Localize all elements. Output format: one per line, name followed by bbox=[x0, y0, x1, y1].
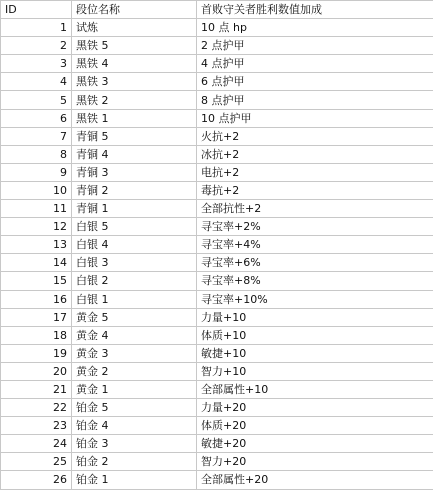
cell-id[interactable]: 8 bbox=[1, 145, 72, 163]
cell-id[interactable]: 21 bbox=[1, 380, 72, 398]
table-row bbox=[1, 290, 433, 308]
cell-id[interactable]: 13 bbox=[1, 236, 72, 254]
cell-bonus[interactable]: 全部抗性+2 bbox=[197, 200, 433, 218]
cell-bonus[interactable]: 毒抗+2 bbox=[197, 181, 433, 199]
cell-id[interactable]: 7 bbox=[1, 127, 72, 145]
cell-rank-name[interactable]: 白银 2 bbox=[72, 272, 197, 290]
cell-bonus[interactable]: 体质+20 bbox=[197, 417, 433, 435]
cell-rank-name[interactable]: 黄金 2 bbox=[72, 362, 197, 380]
cell-bonus[interactable]: 2 点护甲 bbox=[197, 37, 433, 55]
cell-rank-name[interactable]: 黄金 5 bbox=[72, 308, 197, 326]
cell-id[interactable]: 23 bbox=[1, 417, 72, 435]
cell-id[interactable]: 3 bbox=[1, 55, 72, 73]
cell-rank-name[interactable]: 铂金 3 bbox=[72, 435, 197, 453]
cell-rank-name[interactable]: 铂金 5 bbox=[72, 399, 197, 417]
table-row bbox=[1, 362, 433, 380]
cell-id[interactable]: 9 bbox=[1, 163, 72, 181]
cell-bonus[interactable]: 智力+20 bbox=[197, 453, 433, 471]
table-row bbox=[1, 109, 433, 127]
cell-id[interactable]: 17 bbox=[1, 308, 72, 326]
cell-bonus[interactable]: 体质+10 bbox=[197, 326, 433, 344]
table-row bbox=[1, 127, 433, 145]
cell-rank-name[interactable]: 铂金 2 bbox=[72, 453, 197, 471]
cell-rank-name[interactable]: 白银 4 bbox=[72, 236, 197, 254]
cell-rank-name[interactable]: 黄金 3 bbox=[72, 344, 197, 362]
table-row bbox=[1, 453, 433, 471]
cell-id[interactable]: 1 bbox=[1, 19, 72, 37]
cell-bonus[interactable]: 电抗+2 bbox=[197, 163, 433, 181]
cell-bonus[interactable]: 力量+20 bbox=[197, 399, 433, 417]
cell-rank-name[interactable]: 青铜 5 bbox=[72, 127, 197, 145]
cell-id[interactable]: 14 bbox=[1, 254, 72, 272]
cell-id[interactable]: 25 bbox=[1, 453, 72, 471]
cell-id[interactable]: 19 bbox=[1, 344, 72, 362]
cell-rank-name[interactable]: 黑铁 1 bbox=[72, 109, 197, 127]
cell-bonus[interactable]: 力量+10 bbox=[197, 308, 433, 326]
cell-bonus[interactable]: 火抗+2 bbox=[197, 127, 433, 145]
cell-bonus[interactable]: 寻宝率+2% bbox=[197, 218, 433, 236]
cell-id[interactable]: 16 bbox=[1, 290, 72, 308]
cell-id[interactable]: 5 bbox=[1, 91, 72, 109]
table-row bbox=[1, 435, 433, 453]
cell-id[interactable]: 20 bbox=[1, 362, 72, 380]
table-row bbox=[1, 73, 433, 91]
table-body bbox=[1, 1, 433, 490]
cell-rank-name[interactable]: 黄金 4 bbox=[72, 326, 197, 344]
table-row bbox=[1, 236, 433, 254]
table-row bbox=[1, 399, 433, 417]
header-id[interactable]: ID bbox=[1, 1, 72, 19]
header-row bbox=[1, 1, 433, 19]
cell-id[interactable]: 4 bbox=[1, 73, 72, 91]
table-row bbox=[1, 254, 433, 272]
table-row bbox=[1, 326, 433, 344]
cell-id[interactable]: 22 bbox=[1, 399, 72, 417]
table-row bbox=[1, 272, 433, 290]
cell-id[interactable]: 10 bbox=[1, 181, 72, 199]
cell-bonus[interactable]: 寻宝率+4% bbox=[197, 236, 433, 254]
cell-rank-name[interactable]: 青铜 1 bbox=[72, 200, 197, 218]
cell-rank-name[interactable]: 白银 1 bbox=[72, 290, 197, 308]
table-row bbox=[1, 344, 433, 362]
cell-id[interactable]: 11 bbox=[1, 200, 72, 218]
table-row bbox=[1, 55, 433, 73]
cell-rank-name[interactable]: 白银 5 bbox=[72, 218, 197, 236]
table-row bbox=[1, 91, 433, 109]
cell-bonus[interactable]: 6 点护甲 bbox=[197, 73, 433, 91]
cell-bonus[interactable]: 全部属性+20 bbox=[197, 471, 433, 489]
table-row bbox=[1, 145, 433, 163]
cell-bonus[interactable]: 冰抗+2 bbox=[197, 145, 433, 163]
table-row bbox=[1, 19, 433, 37]
cell-bonus[interactable]: 10 点护甲 bbox=[197, 109, 433, 127]
cell-bonus[interactable]: 4 点护甲 bbox=[197, 55, 433, 73]
cell-rank-name[interactable]: 青铜 4 bbox=[72, 145, 197, 163]
cell-bonus[interactable]: 寻宝率+8% bbox=[197, 272, 433, 290]
cell-id[interactable]: 24 bbox=[1, 435, 72, 453]
cell-rank-name[interactable]: 青铜 2 bbox=[72, 181, 197, 199]
cell-bonus[interactable]: 寻宝率+6% bbox=[197, 254, 433, 272]
cell-rank-name[interactable]: 黄金 1 bbox=[72, 380, 197, 398]
cell-id[interactable]: 18 bbox=[1, 326, 72, 344]
header-bonus[interactable]: 首败守关者胜利数值加成 bbox=[197, 1, 433, 19]
table-row bbox=[1, 308, 433, 326]
cell-rank-name[interactable]: 黑铁 4 bbox=[72, 55, 197, 73]
cell-id[interactable]: 2 bbox=[1, 37, 72, 55]
table-row bbox=[1, 417, 433, 435]
cell-rank-name[interactable]: 黑铁 2 bbox=[72, 91, 197, 109]
table-row bbox=[1, 200, 433, 218]
table-row bbox=[1, 471, 433, 489]
cell-id[interactable]: 12 bbox=[1, 218, 72, 236]
cell-id[interactable]: 26 bbox=[1, 471, 72, 489]
header-rank-name[interactable]: 段位名称 bbox=[72, 1, 197, 19]
cell-rank-name[interactable]: 白银 3 bbox=[72, 254, 197, 272]
table-row bbox=[1, 163, 433, 181]
cell-bonus[interactable]: 10 点 hp bbox=[197, 19, 433, 37]
cell-rank-name[interactable]: 黑铁 5 bbox=[72, 37, 197, 55]
cell-bonus[interactable]: 敏捷+20 bbox=[197, 435, 433, 453]
table-row bbox=[1, 37, 433, 55]
cell-bonus[interactable]: 敏捷+10 bbox=[197, 344, 433, 362]
cell-bonus[interactable]: 全部属性+10 bbox=[197, 380, 433, 398]
cell-rank-name[interactable]: 黑铁 3 bbox=[72, 73, 197, 91]
cell-bonus[interactable]: 8 点护甲 bbox=[197, 91, 433, 109]
table-row bbox=[1, 380, 433, 398]
cell-bonus[interactable]: 寻宝率+10% bbox=[197, 290, 433, 308]
table-row bbox=[1, 218, 433, 236]
cell-rank-name[interactable]: 青铜 3 bbox=[72, 163, 197, 181]
cell-id[interactable]: 6 bbox=[1, 109, 72, 127]
cell-rank-name[interactable]: 铂金 4 bbox=[72, 417, 197, 435]
cell-id[interactable]: 15 bbox=[1, 272, 72, 290]
table-row bbox=[1, 181, 433, 199]
cell-bonus[interactable]: 智力+10 bbox=[197, 362, 433, 380]
cell-rank-name[interactable]: 铂金 1 bbox=[72, 471, 197, 489]
cell-rank-name[interactable]: 试炼 bbox=[72, 19, 197, 37]
